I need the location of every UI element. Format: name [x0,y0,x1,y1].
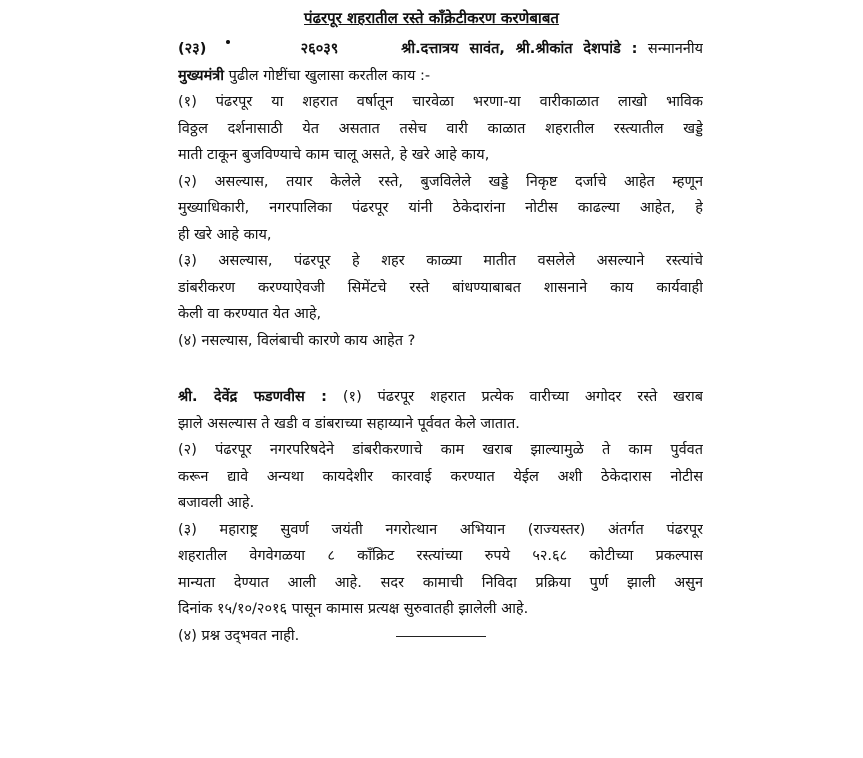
question-addressee-rest: पुढील गोष्टींचा खुलासा करतील काय :- [228,67,431,84]
end-divider [396,636,486,637]
question-item-line: केली वा करण्यात येत आहे, [178,306,322,322]
question-item-line: मुख्याधिकारी, नगरपालिका पंढरपूर यांनी ठेकेदारांना नोटीस काढल्या आहेत, हे [178,200,703,216]
question-item-line: ही खरे आहे काय, [178,226,272,243]
question-header-line [178,36,703,63]
question-id: २६०३९ [300,41,339,57]
answer-item-line: बजावली आहे. [178,495,255,511]
answer-first-line-rest: (१) पंढरपूर शहरात प्रत्येक वारीच्या अगोदर रस्ते खराब [342,389,703,405]
question-item-line: (१) पंढरपूर या शहरात वर्षातून चारवेळा भरणा-या वारीकाळात लाखो भाविक [178,94,703,110]
question-item-line: (२) असल्यास, तयार केलेले रस्ते, बुजविलेले खड्डे निकृष्ट दर्जाचे आहेत म्हणून [178,173,703,190]
question-block [178,36,703,354]
question-number: (२३) [178,41,207,57]
answer-item-line: करून द्यावे अन्यथा कायदेशीर कारवाई करण्यात येईल अशी ठेकेदारास नोटीस [178,468,703,485]
answer-item-line: दिनांक १५/१०/२०१६ पासून कामास प्रत्यक्ष सुरुवातही झालेली आहे. [178,601,529,617]
question-members: श्री.दत्तात्रय सावंत, श्री.श्रीकांत देशपांडे : [401,41,638,57]
answer-item-line: (४) प्रश्न उद्‌भवत नाही. [178,627,300,644]
answer-block [178,384,703,649]
answer-speaker: श्री. देवेंद्र फडणवीस : [178,389,327,405]
answer-item-line: शहरातील वेगवेगळया ८ कॉंक्रिट रस्त्यांच्या रुपये ५२.६८ कोटीच्या प्रकल्पास [178,548,703,564]
answer-item-line: (३) महाराष्ट्र सुवर्ण जयंती नगरोत्थान अभियान (राज्यस्तर) अंतर्गत पंढरपूर [178,521,703,538]
question-intro-rest: सन्माननीय [647,41,703,57]
answer-item-line: (२) पंढरपूर नगरपरिषदेने डांबरीकरणाचे काम खराब झाल्यामुळे ते काम पुर्ववत [178,442,703,458]
page-title: पंढरपूर शहरातील रस्ते काँक्रेटीकरण करणेबाबत [304,9,559,27]
question-item-line: डांबरीकरण करण्याऐवजी सिमेंटचे रस्ते बांधण्याबाबत शासनाने काय कार्यवाही [178,279,703,296]
question-item-line: (४) नसल्यास, विलंबाची कारणे काय आहेत ? [178,332,416,349]
question-addressee-line [178,63,703,90]
answer-item-line: मान्यता देण्यात आली आहे. सदर कामाची निविदा प्रक्रिया पुर्ण झाली असुन [178,574,703,591]
question-item-line: माती टाकून बुजविण्याचे काम चालू असते, हे खरे आहे काय, [178,147,490,163]
answer-item-line: झाले असल्यास ते खडी व डांबराच्या सहाय्याने पूर्ववत केले जातात. [178,415,520,432]
question-addressee: मुख्यमंत्री [178,67,224,84]
question-item-line: (३) असल्यास, पंढरपूर हे शहर काळ्या मातीत वसलेले असल्याने रस्त्यांचे [178,253,703,269]
answer-first-line [178,384,703,411]
question-item-line: विठ्ठल दर्शनासाठी येत असतात तसेच वारी काळात शहरातील रस्त्यातील खड्डे [178,120,703,137]
